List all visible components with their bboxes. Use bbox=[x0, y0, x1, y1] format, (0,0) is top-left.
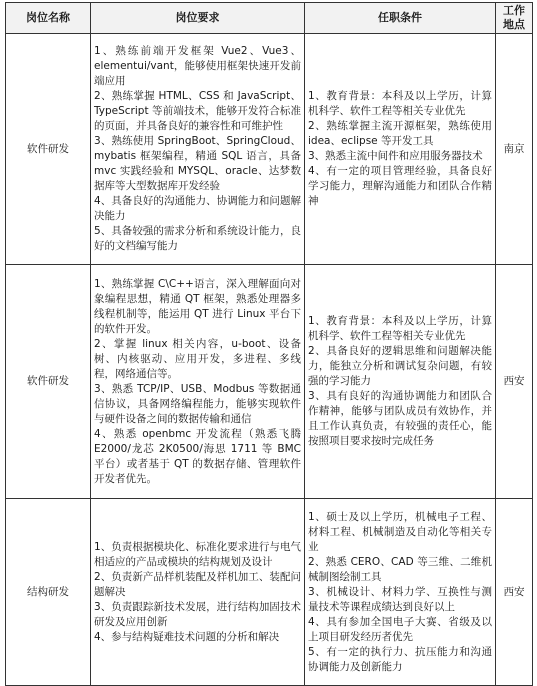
table-row bbox=[6, 265, 533, 499]
table-row bbox=[6, 499, 533, 686]
position-name: 软件研发 bbox=[6, 265, 91, 499]
table-row bbox=[6, 34, 533, 265]
condition-item: 4、具有参加全国电子大赛、省级及以上项目研发经历者优先 bbox=[308, 615, 492, 643]
requirements-cell bbox=[91, 499, 305, 686]
header-location bbox=[496, 3, 533, 34]
condition-item: 1、硕士及以上学历，机械电子工程、材料工程、机械制造及自动化等相关专业 bbox=[308, 510, 492, 553]
condition-item: 5、有一定的执行力、抗压能力和沟通协调能力及创新能力 bbox=[308, 645, 492, 673]
requirement-item: 3、负责跟踪新技术发展，进行结构加固技术研发及应用创新 bbox=[94, 600, 301, 628]
condition-item: 1、教育背景：本科及以上学历，计算机科学、软件工程等相关专业优先 bbox=[308, 315, 492, 342]
header-location-line2: 地点 bbox=[503, 18, 525, 31]
position-name: 软件研发 bbox=[6, 34, 91, 265]
requirement-item: 5、具备较强的需求分析和系统设计能力，良好的文档编写能力 bbox=[94, 225, 301, 252]
requirement-item: 2、熟练掌握 HTML、CSS 和 JavaScript、TypeScript 等前端技术，能够开发符合标准的页面，并具备良好的兼容性和可维护性 bbox=[94, 90, 301, 132]
conditions-cell bbox=[305, 34, 496, 265]
condition-item: 2、具备良好的逻辑思维和问题解决能力，能独立分析和调试复杂问题，有较强的学习能力 bbox=[308, 345, 492, 387]
position-name: 结构研发 bbox=[6, 499, 91, 686]
work-location: 南京 bbox=[496, 34, 533, 265]
condition-item: 4、有一定的项目管理经验，具备良好学习能力，理解沟通能力和团队合作精神 bbox=[308, 165, 492, 207]
condition-item: 3、机械设计、材料力学、互换性与测量技术等课程成绩达到良好以上 bbox=[308, 585, 492, 613]
conditions-cell bbox=[305, 499, 496, 686]
condition-item: 2、熟悉 CERO、CAD 等三维、二维机械制图绘制工具 bbox=[308, 555, 492, 583]
condition-item: 3、具有良好的沟通协调能力和团队合作精神，能够与团队成员有效协作，并且工作认真负责，有较强的责任心，能按照项目要求按时完成任务 bbox=[308, 390, 492, 447]
table-header-row bbox=[6, 3, 533, 34]
header-conditions: 任职条件 bbox=[305, 3, 496, 34]
requirement-item: 4、熟悉 openbmc 开发流程（熟悉飞腾 E2000/龙芯 2K0500/海思 1711 等 BMC 平台）或者基于 QT 的数据存储、管理软件开发者优先。 bbox=[94, 427, 301, 485]
requirement-item: 1、负责根据模块化、标准化要求进行与电气相适应的产品或模块的结构规划及设计 bbox=[94, 540, 301, 568]
requirement-item: 3、熟悉 TCP/IP、USB、Modbus 等数据通信协议，具备网络编程能力，能够实现软件与硬件设备之间的数据传输和通信 bbox=[94, 382, 301, 425]
requirement-item: 1、熟练掌握 C\C++语言，深入理解面向对象编程思想，精通 QT 框架，熟悉处理器多线程机制等，能运用 QT 进行 Linux 平台下的软件开发。 bbox=[94, 277, 301, 335]
requirement-item: 2、掌握 linux 相关内容，u-boot、设备树、内核驱动、应用开发，多进程、多线程，网络通信等。 bbox=[94, 337, 301, 380]
condition-item: 3、熟悉主流中间件和应用服务器技术 bbox=[308, 150, 483, 162]
job-table bbox=[5, 2, 533, 686]
requirement-item: 1、熟练前端开发框架 Vue2、Vue3、elementui/vant，能够使用框架快速开发前端应用 bbox=[94, 45, 301, 87]
header-location-line1: 工作 bbox=[503, 4, 525, 17]
requirement-item: 3、熟练使用 SpringBoot、SpringCloud、mybatis 框架编程，精通 SQL 语言，具备 mvc 实践经验和 MYSQL、oracle、达梦数据库等大型数据库开发经验 bbox=[94, 135, 301, 192]
work-location: 西安 bbox=[496, 265, 533, 499]
requirements-cell bbox=[91, 34, 305, 265]
requirements-cell bbox=[91, 265, 305, 499]
condition-item: 2、熟练掌握主流开源框架，熟练使用 idea、eclipse 等开发工具 bbox=[308, 120, 492, 147]
requirement-item: 4、具备良好的沟通能力、协调能力和问题解决能力 bbox=[94, 195, 301, 222]
condition-item: 1、教育背景：本科及以上学历，计算机科学、软件工程等相关专业优先 bbox=[308, 90, 492, 117]
requirement-item: 4、参与结构疑难技术问题的分析和解决 bbox=[94, 630, 280, 643]
work-location: 西安 bbox=[496, 499, 533, 686]
header-position-name: 岗位名称 bbox=[6, 3, 91, 34]
header-requirements: 岗位要求 bbox=[91, 3, 305, 34]
conditions-cell bbox=[305, 265, 496, 499]
requirement-item: 2、负责新产品样机装配及样机加工、装配问题解决 bbox=[94, 570, 301, 598]
